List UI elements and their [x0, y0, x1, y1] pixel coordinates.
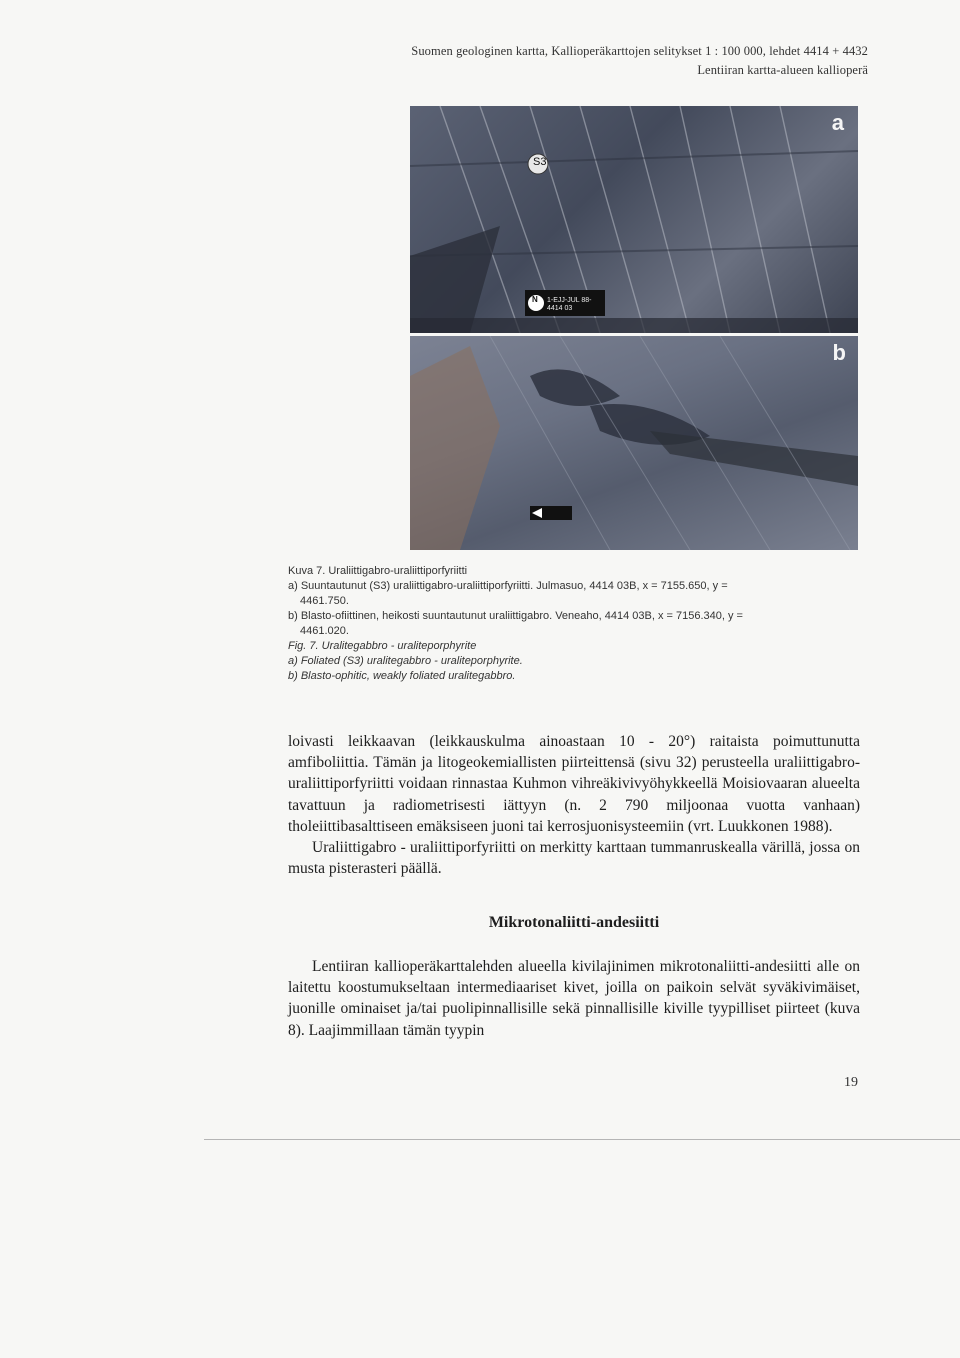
fold-label-s3: S3 — [533, 156, 547, 168]
photo-a-label: a — [831, 110, 844, 135]
caption-english-line: Fig. 7. Uralitegabbro - uraliteporphyrite — [288, 640, 477, 652]
caption-english-line: b) Blasto-ophitic, weakly foliated uralitegabbro. — [288, 670, 516, 682]
north-arrow-mark: N — [532, 295, 538, 304]
photo-b-outcrop-blasto-ophitic — [410, 336, 858, 550]
photo-a-texture — [410, 106, 858, 333]
running-header-series: Suomen geologinen kartta, Kallioperäkarttojen selitykset 1 : 100 000, lehdet 4414 + 4432 — [411, 44, 868, 58]
photo-b-label: b — [832, 340, 846, 365]
photo-a-outcrop-foliated — [410, 106, 858, 333]
running-header-title: Lentiiran kartta-alueen kallioperä — [697, 63, 868, 77]
body-section-text — [288, 956, 860, 1041]
caption-english-line: a) Foliated (S3) uralitegabbro - uraliteporphyrite. — [288, 655, 523, 667]
caption-line: Kuva 7. Uraliittigabro-uraliittiporfyriitti — [288, 565, 468, 577]
page-number: 19 — [844, 1075, 858, 1090]
caption-line: 4461.750. — [300, 595, 349, 607]
caption-line: b) Blasto-ofiittinen, heikosti suuntautunut uraliittigabro. Veneaho, 4414 03B, x = 7156.340, y = — [288, 610, 743, 622]
figure-caption — [288, 564, 860, 684]
scan-edge-line — [204, 1139, 960, 1140]
paragraph-3: Lentiiran kallioperäkarttalehden alueella kivilajinimen mikrotonaliitti-andesiitti alle on laitettu koostumukseltaan intermediaariset kivet, joilla on paikoin selvät syväkivimäiset, juonille ominaiset ja/tai puolipinnallisille sekä pinnallisille kiville tyypilliset piirteet (kuva 8). Laajimmillaan tämän tyypin — [288, 958, 860, 1039]
caption-line: a) Suuntautunut (S3) uraliittigabro-uraliittiporfyriitti. Julmasuo, 4414 03B, x = 7155.650, y = — [288, 580, 728, 592]
caption-line: 4461.020. — [300, 625, 349, 637]
paragraph-1: loivasti leikkaavan (leikkauskulma ainoastaan 10 - 20°) raitaista poimuttunutta amfiboliittia. Tämän ja litogeokemiallisten piirteittensä (sivu 32) perusteella uraliittigabro-uraliittiporfyriitti voidaan rinnastaa Kuhmon vihreäkivivyöhykkeellä Moisiovaaran alueelta tavattuun ja radiometrisesti iättyyn (n. 2 790 miljoonaa vuotta vanhaan) tholeiittibasalttiseen emäksiseen juoni tai kerrosjuonisysteemiin (vrt. Luukkonen 1988). — [288, 733, 860, 835]
paragraph-2: Uraliittigabro - uraliittiporfyriitti on merkitty karttaan tummanruskealla värillä, jossa on musta pisterasteri päällä. — [288, 839, 860, 878]
body-paragraph-continuation — [288, 731, 860, 879]
section-heading: Mikrotonaliitti-andesiitti — [488, 914, 660, 931]
photo-b-texture — [410, 336, 858, 550]
scale-card-text: 1-EJJ-JUL 88-4414 03 — [547, 297, 592, 312]
